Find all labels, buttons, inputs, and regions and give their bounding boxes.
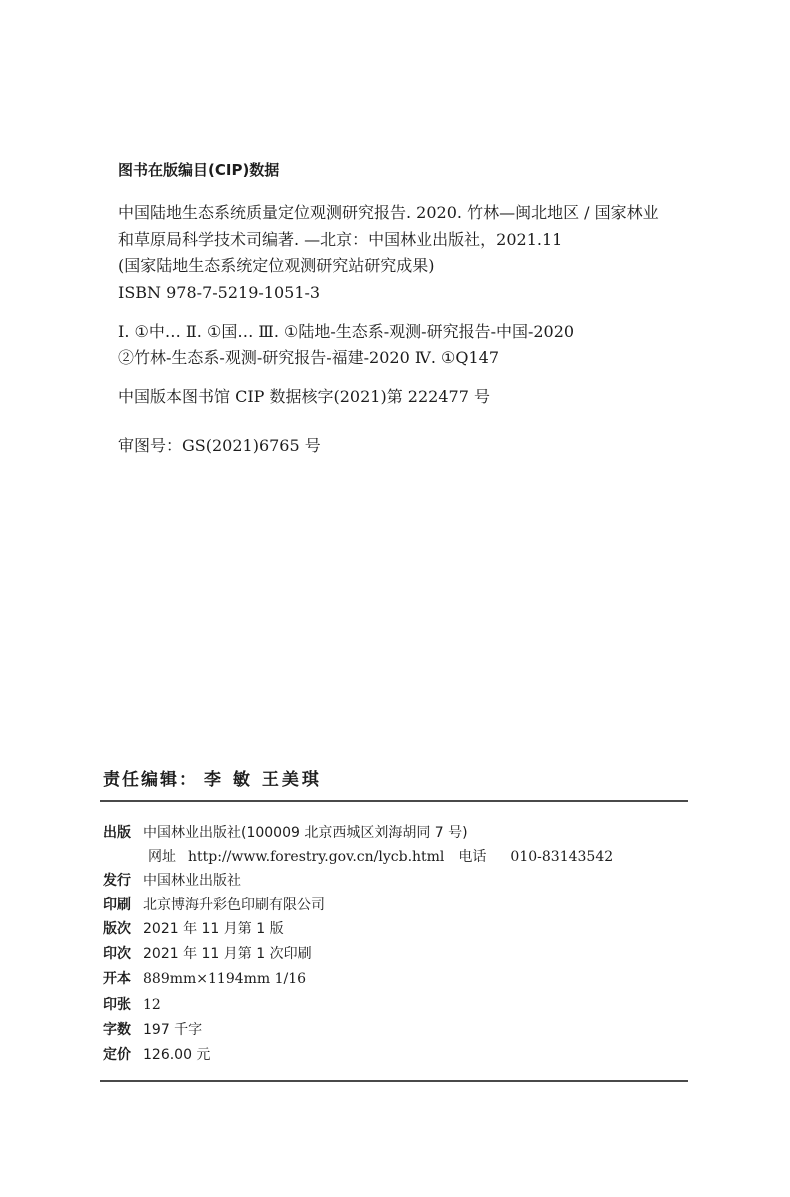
format-label: 开本 [103,971,131,987]
printing-row [103,945,312,963]
printing-label: 印次 [103,946,131,962]
cip-isbn: ISBN 978-7-5219-1051-3 [118,283,321,302]
sheets-label: 印张 [103,997,131,1013]
publisher-value: 中国林业出版社(100009 北京西城区刘海胡同 7 号) [143,825,468,841]
printing-value: 2021 年 11 月第 1 次印刷 [143,946,312,962]
printer-value: 北京博海升彩色印刷有限公司 [143,897,325,913]
format-row [103,970,306,988]
cip-series-note: (国家陆地生态系统定位观测研究站研究成果) [118,256,435,275]
edition-value: 2021 年 11 月第 1 版 [143,921,284,937]
top-divider [100,800,688,802]
printer-label: 印刷 [103,897,131,913]
cip-description-line-2: 和草原局科学技术司编著. —北京：中国林业出版社，2021.11 [118,230,563,249]
publisher-row [103,824,468,842]
edition-label: 版次 [103,921,131,937]
price-row [103,1046,210,1064]
phone-value: 010-83143542 [510,849,614,865]
word-count-value: 197 千字 [143,1022,203,1038]
sheets-row [103,996,161,1014]
website-label: 网址 [148,849,176,865]
cip-classification-line-1: Ⅰ. ①中… Ⅱ. ①国… Ⅲ. ①陆地-生态系-观测-研究报告-中国-2020 [118,322,575,341]
cip-classification-line-2: ②竹林-生态系-观测-研究报告-福建-2020 Ⅳ. ①Q147 [118,348,499,367]
price-value: 126.00 元 [143,1047,211,1063]
editor-names: 李 敏 王美琪 [204,770,322,790]
distributor-value: 中国林业出版社 [143,873,241,889]
word-count-label: 字数 [103,1022,131,1038]
distributor-row [103,872,241,890]
sheets-value: 12 [143,997,161,1013]
distributor-label: 发行 [103,873,131,889]
cip-description-line-1: 中国陆地生态系统质量定位观测研究报告. 2020. 竹林—闽北地区 / 国家林业 [118,203,659,222]
editor-label: 责任编辑： [103,770,198,790]
map-review-number: 审图号：GS(2021)6765 号 [118,436,321,455]
format-value: 889mm×1194mm 1/16 [143,971,307,987]
responsible-editor [103,765,322,790]
word-count-row [103,1021,202,1039]
cip-check-number: 中国版本图书馆 CIP 数据核字(2021)第 222477 号 [118,387,490,406]
price-label: 定价 [103,1047,131,1063]
publisher-label: 出版 [103,825,131,841]
edition-row [103,920,284,938]
website-url: http://www.forestry.gov.cn/lycb.html [188,849,445,865]
bottom-divider [100,1080,688,1082]
printer-row [103,896,325,914]
phone-label: 电话 [458,849,487,865]
website-row [148,848,613,866]
cip-title: 图书在版编目(CIP)数据 [118,161,280,179]
